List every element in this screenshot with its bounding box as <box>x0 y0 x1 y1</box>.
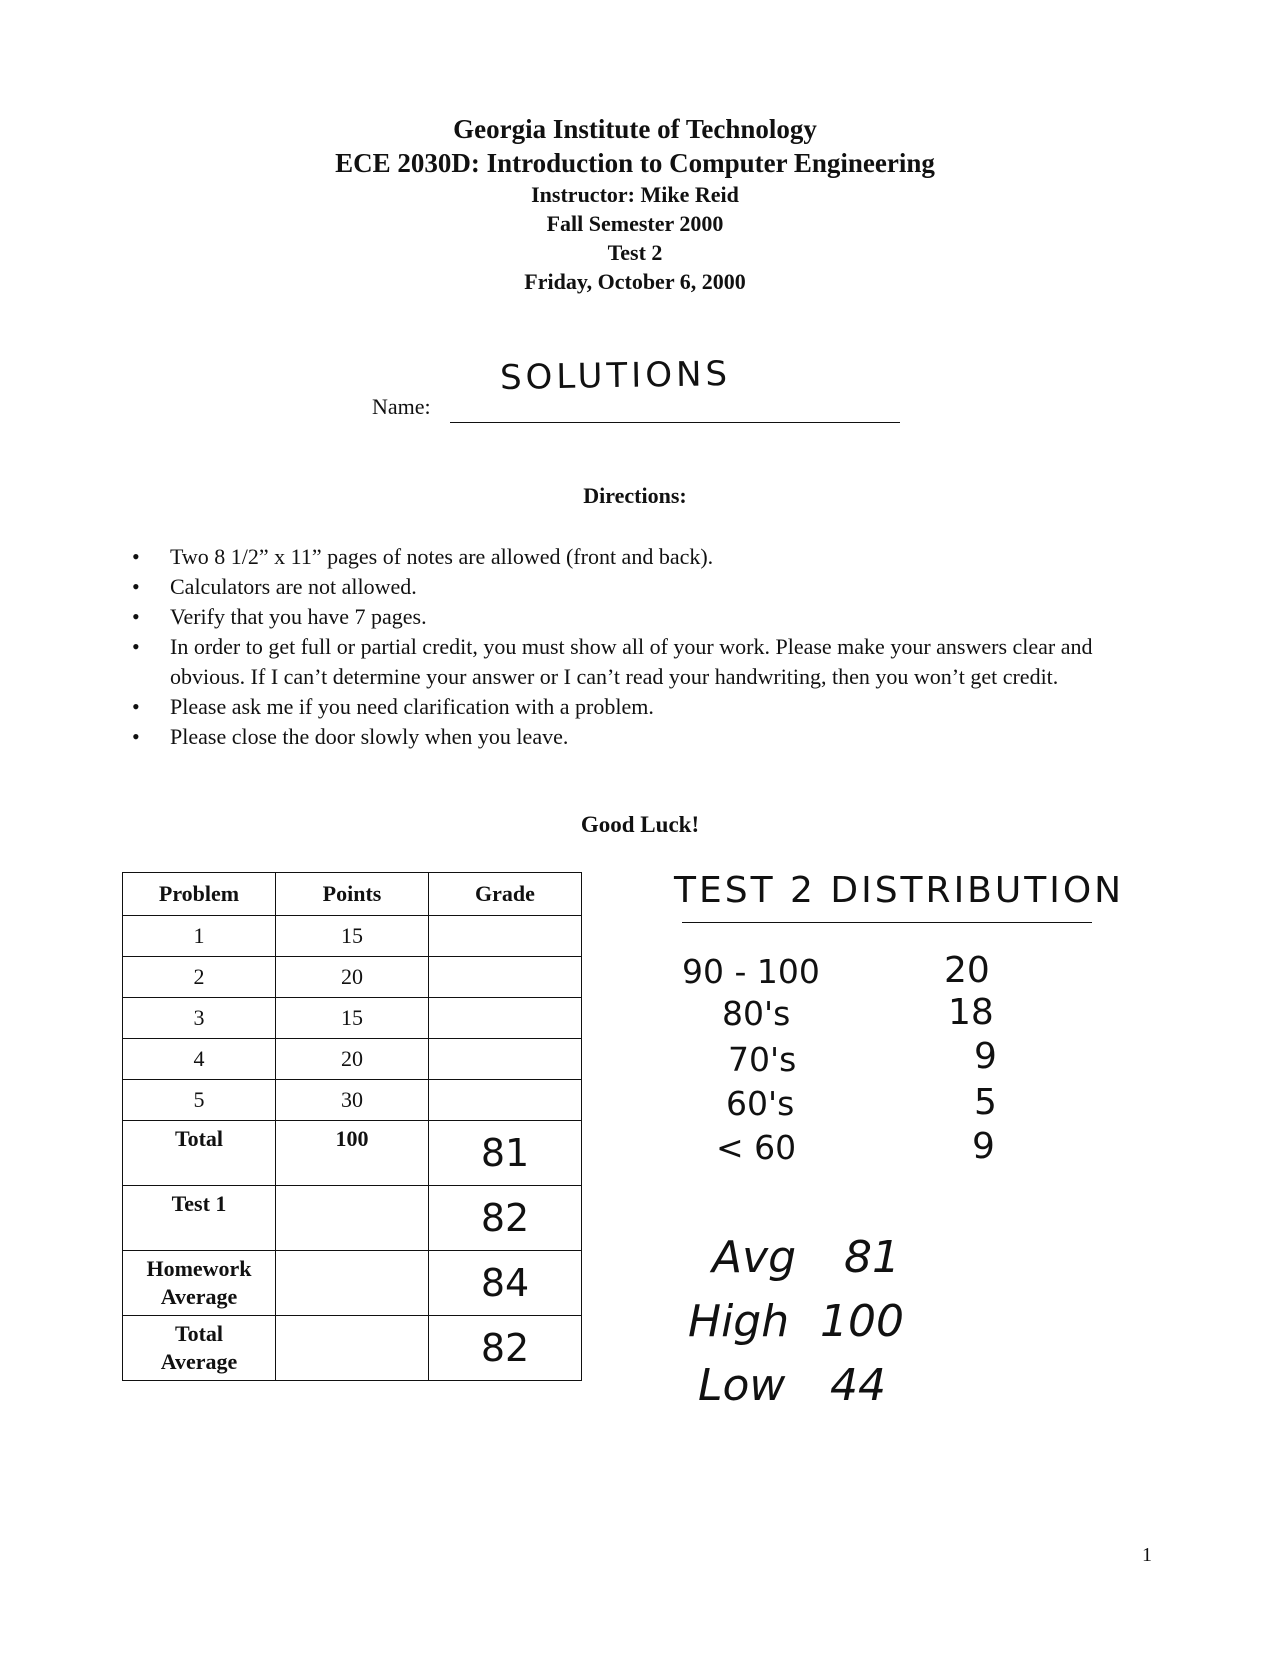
total-average-label-line1: Total <box>174 1321 224 1346</box>
problem-number: 4 <box>123 1039 276 1080</box>
semester-line: Fall Semester 2000 <box>546 211 724 236</box>
institution-name: Georgia Institute of Technology <box>453 114 817 144</box>
total-average-label-line2: Average <box>160 1349 238 1374</box>
distribution-count: 9 <box>974 1036 997 1077</box>
problem-grade <box>429 1080 582 1121</box>
stat-label: Avg <box>712 1232 797 1283</box>
test1-points <box>276 1186 429 1251</box>
total-label: Total <box>123 1121 276 1186</box>
grade-table-header <box>123 873 582 916</box>
name-underline <box>450 422 900 423</box>
problem-number: 2 <box>123 957 276 998</box>
table-row <box>123 957 582 998</box>
date-line: Friday, October 6, 2000 <box>524 269 746 294</box>
directions-title: Directions: <box>583 483 687 508</box>
homework-label <box>123 1251 276 1316</box>
course-title: ECE 2030D: Introduction to Computer Engineering <box>335 148 935 178</box>
total-average-row <box>123 1316 582 1381</box>
header-problem: Problem <box>123 873 276 916</box>
table-row <box>123 1080 582 1121</box>
test1-row <box>123 1186 582 1251</box>
distribution-range: 90 - 100 <box>682 952 820 991</box>
problem-number: 3 <box>123 998 276 1039</box>
distribution-range: < 60 <box>716 1128 797 1167</box>
stat-value: 44 <box>830 1360 886 1411</box>
direction-item: • Please close the door slowly when you leave. <box>122 722 1152 752</box>
stats-row <box>712 1232 900 1283</box>
problem-grade <box>429 998 582 1039</box>
stat-value: 100 <box>820 1296 904 1347</box>
distribution-count: 5 <box>974 1082 997 1123</box>
stats-row <box>688 1296 904 1347</box>
problem-points: 20 <box>276 957 429 998</box>
total-row <box>123 1121 582 1186</box>
problem-grade <box>429 916 582 957</box>
table-row <box>123 1039 582 1080</box>
direction-item: • Calculators are not allowed. <box>122 572 1152 602</box>
test-line: Test 2 <box>607 240 663 265</box>
distribution-underline <box>682 922 1092 923</box>
good-luck-text: Good Luck! <box>580 812 700 837</box>
distribution-count: 9 <box>972 1126 995 1167</box>
table-row <box>123 998 582 1039</box>
distribution-range: 70's <box>728 1040 797 1079</box>
problem-number: 5 <box>123 1080 276 1121</box>
homework-grade: 84 <box>429 1251 582 1316</box>
direction-item: • Please ask me if you need clarification with a problem. <box>122 692 1152 722</box>
total-average-points <box>276 1316 429 1381</box>
problem-points: 15 <box>276 998 429 1039</box>
direction-item: • Verify that you have 7 pages. <box>122 602 1152 632</box>
test1-label: Test 1 <box>123 1186 276 1251</box>
problem-number: 1 <box>123 916 276 957</box>
total-average-grade: 82 <box>429 1316 582 1381</box>
page-number: 1 <box>1142 1544 1152 1566</box>
homework-label-line1: Homework <box>146 1256 252 1281</box>
problem-grade <box>429 1039 582 1080</box>
test1-grade: 82 <box>429 1186 582 1251</box>
problem-points: 20 <box>276 1039 429 1080</box>
problem-points: 30 <box>276 1080 429 1121</box>
homework-label-line2: Average <box>160 1284 238 1309</box>
problem-points: 15 <box>276 916 429 957</box>
direction-item: • In order to get full or partial credit, you must show all of your work. Please make your answers clear and obvious. If I can’t determine your answer or I can’t read your handwriting, then you won’t get credit. <box>122 632 1152 692</box>
stat-label: High <box>688 1296 790 1347</box>
homework-points <box>276 1251 429 1316</box>
distribution-range: 80's <box>722 994 791 1033</box>
total-points: 100 <box>276 1121 429 1186</box>
name-field-row <box>372 353 912 426</box>
name-handwritten-value: SOLUTIONS <box>499 353 732 399</box>
total-grade: 81 <box>429 1121 582 1186</box>
instructor-line: Instructor: Mike Reid <box>531 182 739 207</box>
grade-table <box>122 872 582 1381</box>
distribution-title: TEST 2 DISTRIBUTION <box>674 870 1125 911</box>
total-average-label <box>123 1316 276 1381</box>
directions-list <box>122 542 1152 752</box>
header-grade: Grade <box>429 873 582 916</box>
distribution-count: 20 <box>944 950 990 991</box>
stat-label: Low <box>698 1360 786 1411</box>
distribution-notes <box>668 860 1128 1460</box>
direction-item: • Two 8 1/2” x 11” pages of notes are allowed (front and back). <box>122 542 1152 572</box>
stat-value: 81 <box>844 1232 900 1283</box>
name-label: Name: <box>372 394 431 419</box>
table-row <box>123 916 582 957</box>
header-points: Points <box>276 873 429 916</box>
distribution-count: 18 <box>948 992 994 1033</box>
exam-header <box>0 112 1270 296</box>
homework-row <box>123 1251 582 1316</box>
problem-grade <box>429 957 582 998</box>
stats-row <box>698 1360 886 1411</box>
distribution-range: 60's <box>726 1084 795 1123</box>
